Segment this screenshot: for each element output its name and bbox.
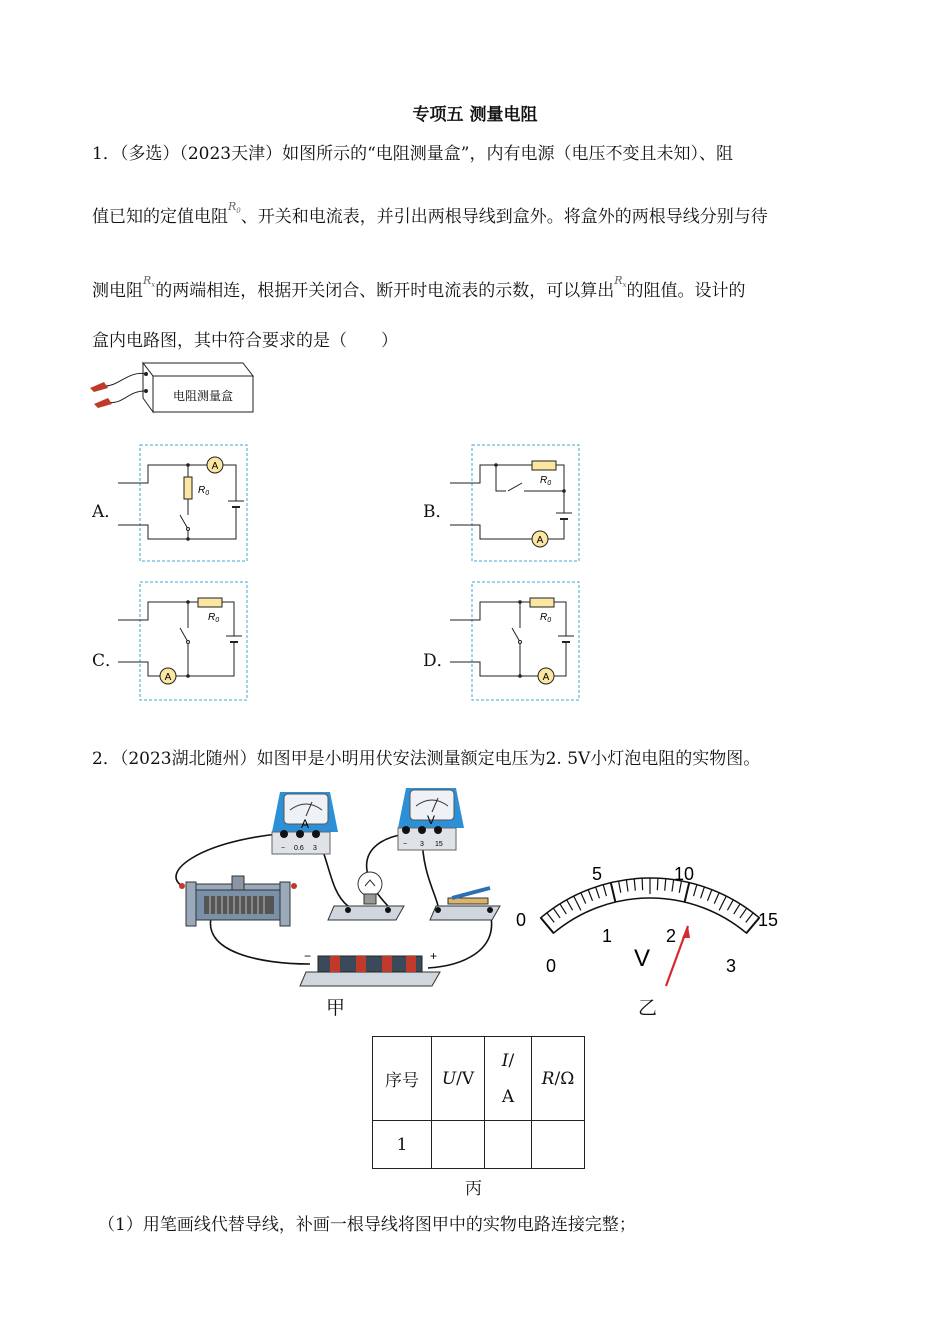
dial-tick	[547, 913, 554, 923]
circuit-d	[450, 580, 582, 702]
dial-tick	[694, 885, 697, 897]
ammeter-d-label: A	[542, 672, 550, 683]
svg-text:+: +	[430, 949, 438, 963]
svg-text:R0: $R_0$	[540, 475, 552, 487]
dial-tick	[553, 908, 560, 918]
q1-line-3: 测电阻$^{R_x}$的两端相连，根据开关闭合、断开时电流表的示数，可以算出$^{R_x}$的阻值。设计的	[92, 274, 746, 301]
q2-sub-1: （1）用笔画线代替导线，补画一根导线将图甲中的实物电路连接完整；	[98, 1215, 636, 1235]
ammeter-b-label: A	[536, 535, 544, 546]
svg-text:1: 1	[602, 926, 613, 946]
dial-tick	[707, 890, 711, 901]
rx-symbol: Rx	[143, 274, 156, 290]
figure-jia-label: 甲	[326, 997, 346, 1019]
dial-tick	[734, 904, 740, 914]
svg-text:2: 2	[666, 926, 677, 946]
option-d-label: D．	[423, 651, 454, 671]
ammeter-c-label: A	[164, 672, 172, 683]
dial-tick	[714, 893, 719, 904]
rheostat-device	[179, 876, 297, 926]
dial-tick	[665, 879, 666, 891]
dial-tick	[560, 904, 566, 914]
dial-tick	[581, 893, 586, 904]
voltmeter-device	[398, 788, 464, 850]
svg-text:3: 3	[420, 841, 424, 848]
data-table	[372, 1036, 585, 1169]
dial-tick	[611, 883, 616, 902]
dial-tick	[740, 908, 747, 918]
table-header-index: 序号	[373, 1037, 432, 1121]
dial-tick	[541, 918, 554, 933]
q1-line-4: 盒内电路图，其中符合要求的是（ ）	[92, 331, 398, 351]
voltmeter-letter: V	[426, 813, 436, 827]
r0-symbol: R0	[228, 200, 241, 216]
dial-tick	[701, 887, 705, 898]
svg-text:R0: $R_0$	[208, 612, 220, 624]
dial-tick	[574, 896, 581, 910]
figure-yi-label: 乙	[638, 997, 658, 1019]
dial-tick	[685, 883, 690, 902]
svg-text:15: 15	[758, 910, 779, 930]
q1-line-2: 值已知的定值电阻$^{R_0}$、开关和电流表，并引出两根导线到盒外。将盒外的两根导线分别与待	[92, 200, 768, 227]
ammeter-device	[272, 792, 338, 854]
circuit-b	[450, 443, 582, 563]
svg-text:−: −	[304, 949, 312, 963]
q1-line-1: 1．（多选）（2023天津）如图所示的“电阻测量盒”，内有电源（电压不变且未知）、阻	[92, 144, 733, 164]
dial-tick	[567, 900, 573, 910]
figure-jia-circuit	[160, 782, 510, 1022]
ammeter-a-label: A	[211, 461, 219, 472]
dial-tick	[642, 878, 643, 890]
table-header-r: R/Ω	[532, 1037, 585, 1121]
dial-tick	[619, 881, 621, 893]
battery-device	[300, 949, 440, 986]
svg-text:3: 3	[726, 956, 737, 976]
figure-yi-dial	[510, 858, 790, 988]
svg-text:5: 5	[592, 864, 603, 884]
svg-text:10: 10	[674, 864, 695, 884]
dial-tick	[596, 887, 600, 898]
svg-text:R0: $R_0$	[540, 612, 552, 624]
svg-text:V: V	[634, 945, 651, 972]
dial-tick	[603, 885, 606, 897]
option-a-label: A．	[92, 502, 122, 522]
dial-tick	[719, 896, 726, 910]
option-c-label: C．	[92, 651, 123, 671]
rx-symbol-2: Rx	[614, 274, 627, 290]
svg-text:0: 0	[546, 956, 557, 976]
dial-tick	[746, 913, 753, 923]
q2-line-1: 2．（2023湖北随州）如图甲是小明用伏安法测量额定电压为2. 5V小灯泡电阻的实物图。	[92, 749, 761, 769]
switch-device	[430, 888, 500, 920]
table-header-u: U/V	[432, 1037, 485, 1121]
page-title: 专项五 测量电阻	[412, 105, 538, 125]
svg-text:15: 15	[435, 841, 443, 848]
svg-text:0.6: 0.6	[294, 845, 304, 852]
svg-text:R0: $R_0$	[198, 485, 210, 497]
ammeter-letter: A	[300, 817, 310, 831]
table-row: 1	[373, 1121, 585, 1169]
table-header-i: I/ A	[485, 1037, 532, 1121]
dial-scale	[541, 878, 760, 933]
circuit-c	[118, 580, 250, 702]
dial-tick	[588, 890, 592, 901]
svg-text:−: −	[281, 845, 286, 852]
box-label: 电阻测量盒	[172, 389, 234, 403]
dial-tick	[657, 878, 658, 890]
svg-text:3: 3	[313, 845, 317, 852]
dial-tick	[626, 880, 628, 892]
svg-text:−: −	[403, 841, 408, 848]
resistance-box-figure	[88, 358, 258, 416]
circuit-a	[118, 443, 250, 563]
option-b-label: B．	[423, 502, 453, 522]
figure-bing-label: 丙	[465, 1179, 482, 1199]
dial-tick	[727, 900, 733, 910]
svg-text:0: 0	[516, 910, 527, 930]
dial-tick	[634, 879, 635, 891]
